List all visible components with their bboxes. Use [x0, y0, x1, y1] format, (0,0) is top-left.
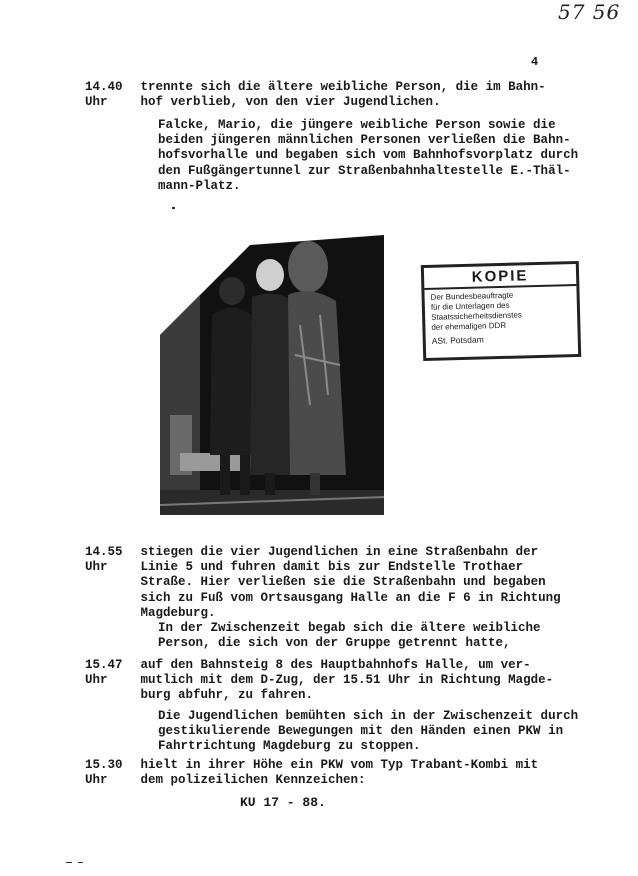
log-entry-1547 [85, 658, 605, 704]
entry-time: 14.40 Uhr [85, 80, 123, 110]
page-number: 4 [531, 55, 539, 69]
photo-image [160, 205, 384, 515]
entry-time: 14.55 Uhr [85, 545, 123, 575]
stamp-title: KOPIE [424, 264, 577, 290]
log-entry-1455 [85, 545, 605, 621]
stamp-place: ASt. Potsdam [431, 334, 484, 346]
entry-text: auf den Bahnsteig 8 des Hauptbahnhofs Halle, um ver- mutlich mit dem D-Zug, der 15.51 Uhr in Richtung Magde- burg abfuhr, zu fahren. [140, 658, 554, 703]
paragraph-jugendliche: Die Jugendlichen bemühten sich in der Zwischenzeit durch gestikulierende Bewegungen mit den Händen einen PKW in Fahrtrichtung Magdeburg zu stoppen. [158, 709, 579, 754]
entry-text: trennte sich die ältere weibliche Person, die im Bahn- hof verblieb, von den vier Jugendlichen. [140, 80, 546, 110]
license-plate: KU 17 - 88. [240, 795, 326, 810]
surveillance-photo [160, 205, 384, 515]
kopie-stamp [421, 261, 581, 361]
entry-time: 15.30 Uhr [85, 758, 123, 788]
stamp-authority-text: Der Bundesbeauftragte für die Unterlagen des Staatssicherheitsdienstes der ehemaligen DDR [430, 290, 522, 332]
entry-text: stiegen die vier Jugendlichen in eine Straßenbahn der Linie 5 und fuhren damit bis zur Endstelle Trothaer Straße. Hier verließen sie die Straßenbahn und begaben sich zu Fuß vom Ortsausgang Halle an die F 6 in Richtung Magdeburg. [140, 545, 561, 620]
log-entry-1440 [85, 80, 605, 110]
entry-time: 15.47 Uhr [85, 658, 123, 688]
scan-speck [172, 207, 175, 209]
paragraph-falcke: Falcke, Mario, die jüngere weibliche Person sowie die beiden jüngeren männlichen Personen verließen die Bahn- hofsvorhalle und begaben sich vom Bahnhofsvorplatz durch den Fußgängertunnel zur Straßenbahnhaltestelle E.-Thäl- mann-Platz. [158, 118, 579, 193]
scan-speck [78, 862, 83, 863]
handwritten-page-marks: 57 56 [558, 0, 621, 24]
entry-text: hielt in ihrer Höhe ein PKW vom Typ Trabant-Kombi mit dem polizeilichen Kennzeichen: [140, 758, 539, 788]
log-entry-1530 [85, 758, 605, 788]
scan-speck [66, 862, 72, 863]
paragraph-zwischenzeit: In der Zwischenzeit begab sich die ältere weibliche Person, die sich von der Gruppe getrennt hatte, [158, 621, 541, 651]
